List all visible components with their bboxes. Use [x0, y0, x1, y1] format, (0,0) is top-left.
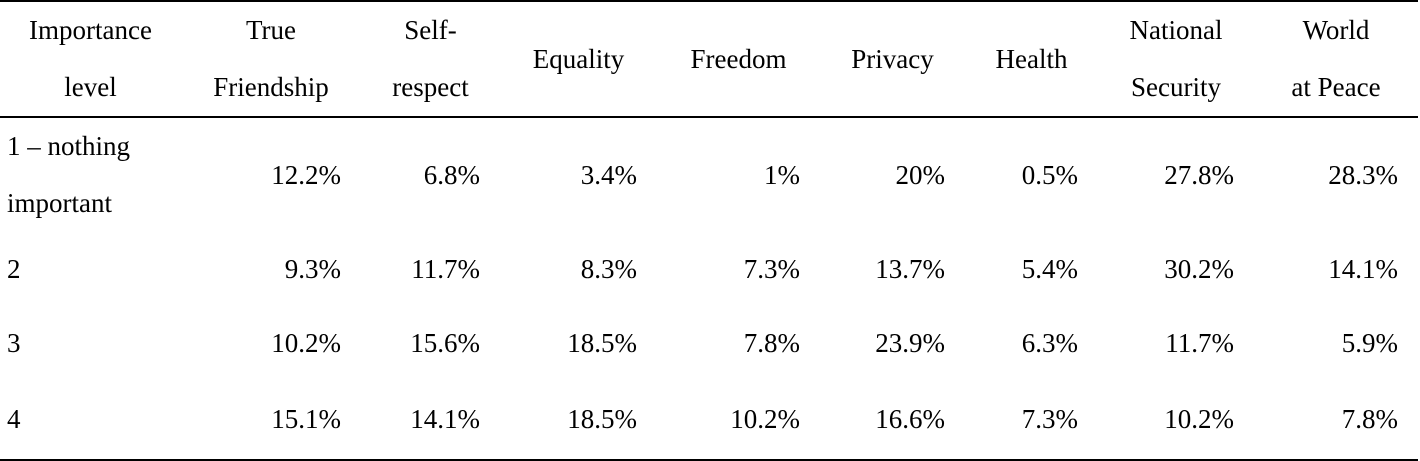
value-cell: 16.6% — [820, 380, 965, 460]
value-cell: 7.3% — [965, 380, 1098, 460]
value-cell: 0.5% — [1021, 159, 1078, 190]
value-cell: 5.4% — [1021, 253, 1078, 284]
header-line: Freedom — [690, 43, 787, 74]
level-line: important — [7, 188, 112, 218]
value-cell: 18.5% — [567, 327, 637, 358]
value-cell: 7.8% — [1254, 380, 1418, 460]
value-cell: 15.1% — [181, 380, 361, 460]
value-cell: 3.4% — [580, 159, 637, 190]
header-freedom — [657, 1, 820, 117]
header-national-security — [1098, 1, 1254, 117]
header-line: Security — [1131, 72, 1221, 102]
value-cell: 28.3% — [1328, 159, 1398, 190]
value-cell: 14.1% — [361, 380, 500, 460]
importance-level-cell: 4 — [0, 380, 181, 460]
header-world-at-peace — [1254, 1, 1418, 117]
value-cell: 10.2% — [657, 380, 820, 460]
header-line: World — [1302, 15, 1370, 45]
value-cell: 23.9% — [875, 327, 945, 358]
table-body — [0, 117, 1418, 460]
header-line: at Peace — [1291, 72, 1381, 102]
header-line: Importance — [29, 15, 152, 45]
header-health — [965, 1, 1098, 117]
level-line: 1 – nothing — [7, 131, 131, 161]
header-line: True — [245, 15, 297, 45]
header-line: Health — [995, 43, 1068, 74]
header-importance-level — [0, 1, 181, 117]
importance-level-cell: 3 — [7, 327, 21, 358]
table-row — [0, 380, 1418, 460]
table-row — [0, 117, 1418, 232]
header-self-respect — [361, 1, 500, 117]
header-line: Friendship — [213, 72, 329, 102]
importance-level-cell: 2 — [7, 253, 21, 284]
value-cell: 5.9% — [1341, 327, 1398, 358]
header-true-friendship — [181, 1, 361, 117]
header-line: level — [64, 72, 117, 102]
header-line: Self- — [404, 15, 457, 45]
header-line: respect — [392, 72, 469, 102]
value-cell: 10.2% — [271, 327, 341, 358]
header-equality — [500, 1, 657, 117]
header-line: Privacy — [851, 43, 934, 74]
value-cell: 14.1% — [1328, 253, 1398, 284]
table-row — [0, 306, 1418, 380]
header-line: National — [1129, 15, 1223, 45]
value-cell: 10.2% — [1098, 380, 1254, 460]
importance-level-cell — [0, 117, 181, 232]
value-cell: 7.3% — [743, 253, 800, 284]
value-cell: 1% — [764, 159, 800, 190]
value-cell: 18.5% — [500, 380, 657, 460]
value-cell: 6.3% — [1021, 327, 1078, 358]
header-line: Equality — [532, 43, 625, 74]
value-cell: 27.8% — [1164, 159, 1234, 190]
header-row — [0, 1, 1418, 117]
table-header — [0, 1, 1418, 117]
value-cell: 7.8% — [743, 327, 800, 358]
value-cell: 15.6% — [410, 327, 480, 358]
value-cell: 20% — [895, 159, 945, 190]
value-cell: 30.2% — [1164, 253, 1234, 284]
value-cell: 9.3% — [284, 253, 341, 284]
value-cell: 11.7% — [411, 253, 480, 284]
value-cell: 13.7% — [875, 253, 945, 284]
table-row — [0, 232, 1418, 306]
header-privacy — [820, 1, 965, 117]
value-cell: 11.7% — [1165, 327, 1234, 358]
value-cell: 8.3% — [580, 253, 637, 284]
value-cell: 6.8% — [423, 159, 480, 190]
value-cell: 12.2% — [271, 159, 341, 190]
